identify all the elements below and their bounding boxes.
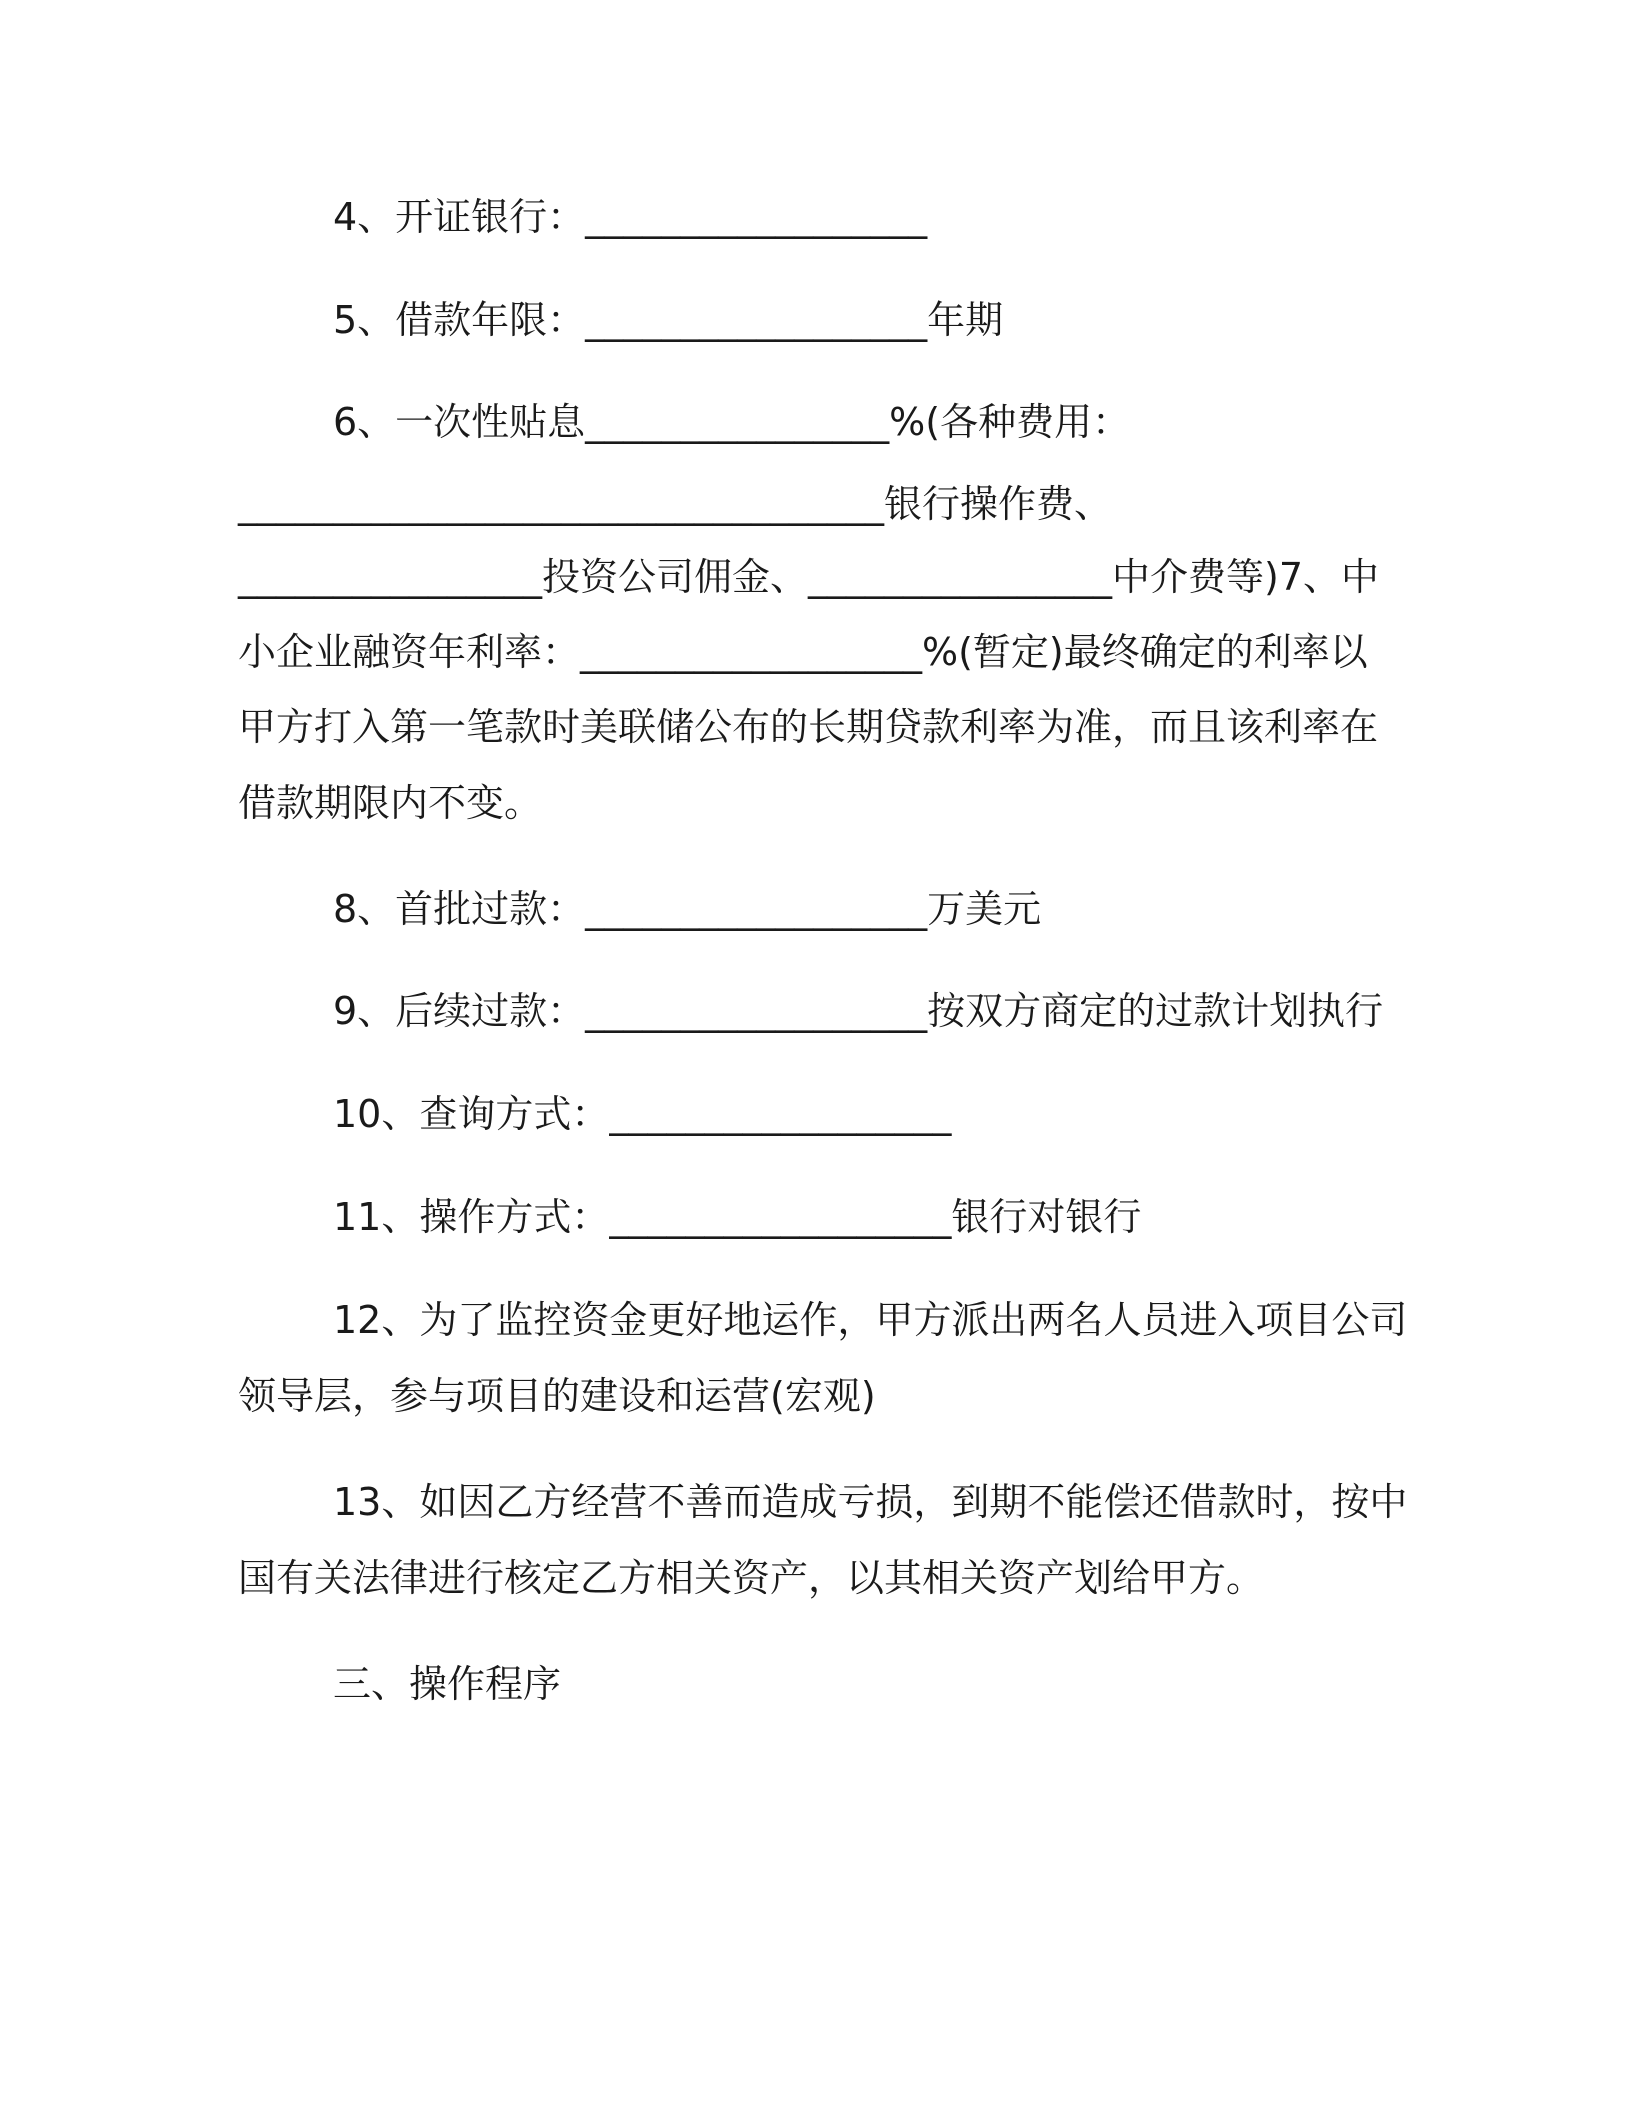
- item-7-interest-line-3: 借款期限内不变。: [238, 781, 543, 825]
- item-9-follow-up-payment: 9、后续过款：__________________按双方商定的过款计划执行: [333, 989, 1384, 1033]
- item-10-inquiry-method: 10、查询方式：__________________: [333, 1092, 952, 1136]
- item-12-line-2: 领导层，参与项目的建设和运营(宏观): [238, 1374, 876, 1418]
- item-5-loan-term: 5、借款年限：__________________年期: [333, 298, 1004, 342]
- item-7-interest-line-1: 小企业融资年利率：__________________%(暂定)最终确定的利率以: [238, 630, 1368, 674]
- item-13-line-2: 国有关法律进行核定乙方相关资产，以其相关资产划给甲方。: [238, 1556, 1265, 1600]
- item-13-line-1: 13、如因乙方经营不善而造成亏损，到期不能偿还借款时，按中: [333, 1480, 1408, 1524]
- item-7-interest-line-2: 甲方打入第一笔款时美联储公布的长期贷款利率为准，而且该利率在: [238, 705, 1379, 749]
- item-8-first-payment: 8、首批过款：__________________万美元: [333, 887, 1042, 931]
- item-12-line-1: 12、为了监控资金更好地运作，甲方派出两名人员进入项目公司: [333, 1298, 1408, 1342]
- item-6-discount-line-1: 6、一次性贴息________________%(各种费用：: [333, 400, 1131, 444]
- item-6-discount-line-2: __________________________________银行操作费、: [238, 482, 1113, 526]
- item-6-7-line-3: ________________投资公司佣金、________________中介费等)7、中: [238, 555, 1380, 599]
- item-11-operation-method: 11、操作方式：__________________银行对银行: [333, 1195, 1142, 1239]
- section-3-heading: 三、操作程序: [333, 1662, 562, 1706]
- item-4-issuing-bank: 4、开证银行：__________________: [333, 195, 928, 239]
